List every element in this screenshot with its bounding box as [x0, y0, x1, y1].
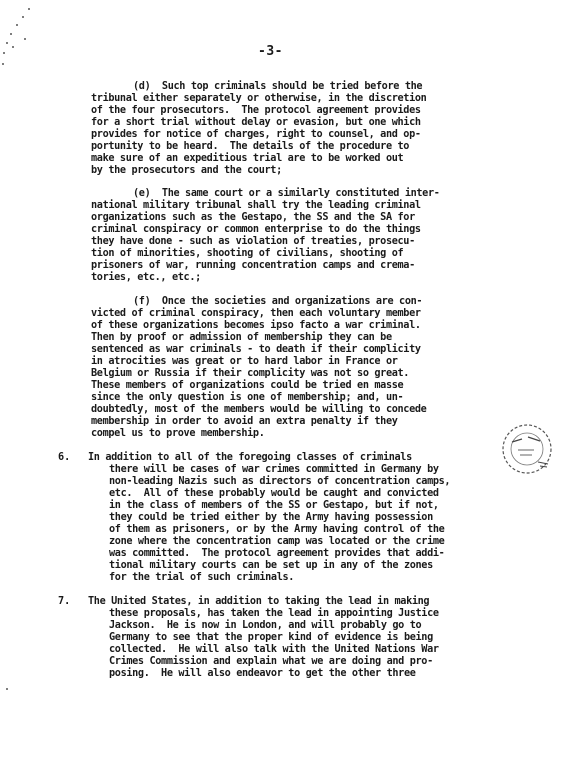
- text-line: provides for notice of charges, right to counsel, and op-: [91, 129, 421, 140]
- text-line: (f) Once the societies and organizations are con-: [133, 296, 423, 307]
- text-line: these proposals, has taken the lead in appointing Justice: [109, 608, 439, 619]
- declassified-stamp-icon: [498, 420, 556, 478]
- text-line: etc. All of these probably would be caught and convicted: [109, 488, 439, 499]
- text-line: for a short trial without delay or evasion, but one which: [91, 117, 421, 128]
- text-line: collected. He will also talk with the United Nations War: [109, 644, 439, 655]
- text-line: tories, etc., etc.;: [91, 272, 201, 283]
- text-line: of the four prosecutors. The protocol agreement provides: [91, 105, 421, 116]
- text-line: doubtedly, most of the members would be willing to concede: [91, 404, 427, 415]
- text-line: compel us to prove membership.: [91, 428, 265, 439]
- text-line: sentenced as war criminals - to death if their complicity: [91, 344, 421, 355]
- scan-artifact-marks: [0, 0, 60, 90]
- text-line: non-leading Nazis such as directors of concentration camps,: [109, 476, 451, 487]
- text-line: Belgium or Russia if their complicity was not so great.: [91, 368, 410, 379]
- text-line: prisoners of war, running concentration camps and crema-: [91, 260, 415, 271]
- text-line: Crimes Commission and explain what we are doing and pro-: [109, 656, 433, 667]
- item-number: 6.: [58, 452, 71, 463]
- text-line: These members of organizations could be tried en masse: [91, 380, 404, 391]
- text-line: tional military courts can be set up in any of the zones: [109, 560, 433, 571]
- text-line: (d) Such top criminals should be tried before the: [133, 81, 423, 92]
- text-line: by the prosecutors and the court;: [91, 165, 282, 176]
- text-line: zone where the concentration camp was located or the crime: [109, 536, 445, 547]
- text-line: of them as prisoners, or by the Army having control of the: [109, 524, 445, 535]
- text-line: (e) The same court or a similarly constituted inter-: [133, 188, 440, 199]
- text-line: national military tribunal shall try the leading criminal: [91, 200, 421, 211]
- text-line: of these organizations becomes ipso facto a war criminal.: [91, 320, 421, 331]
- text-line: tribunal either separately or otherwise, in the discretion: [91, 93, 427, 104]
- text-line: they could be tried either by the Army having possession: [109, 512, 433, 523]
- text-line: tion of minorities, shooting of civilians, shooting of: [91, 248, 404, 259]
- text-line: The United States, in addition to taking the lead in making: [88, 596, 430, 607]
- scan-speck: [6, 688, 8, 690]
- text-line: criminal conspiracy or common enterprise to do the things: [91, 224, 421, 235]
- text-line: In addition to all of the foregoing classes of criminals: [88, 452, 412, 463]
- text-line: Germany to see that the proper kind of evidence is being: [109, 632, 433, 643]
- page-number: -3-: [258, 44, 283, 59]
- item-number: 7.: [58, 596, 71, 607]
- text-line: Jackson. He is now in London, and will probably go to: [109, 620, 422, 631]
- text-line: in atrocities was great or to hard labor in France or: [91, 356, 398, 367]
- text-line: organizations such as the Gestapo, the SS and the SA for: [91, 212, 415, 223]
- text-line: there will be cases of war crimes committed in Germany by: [109, 464, 439, 475]
- text-line: membership in order to avoid an extra penalty if they: [91, 416, 398, 427]
- text-line: victed of criminal conspiracy, then each voluntary member: [91, 308, 421, 319]
- text-line: they have done - such as violation of treaties, prosecu-: [91, 236, 415, 247]
- text-line: make sure of an expeditious trial are to be worked out: [91, 153, 404, 164]
- text-line: portunity to be heard. The details of the procedure to: [91, 141, 410, 152]
- text-line: was committed. The protocol agreement provides that addi-: [109, 548, 445, 559]
- text-line: since the only question is one of membership; and, un-: [91, 392, 404, 403]
- text-line: in the class of members of the SS or Gestapo, but if not,: [109, 500, 439, 511]
- text-line: for the trial of such criminals.: [109, 572, 295, 583]
- text-line: posing. He will also endeavor to get the other three: [109, 668, 416, 679]
- text-line: Then by proof or admission of membership they can be: [91, 332, 392, 343]
